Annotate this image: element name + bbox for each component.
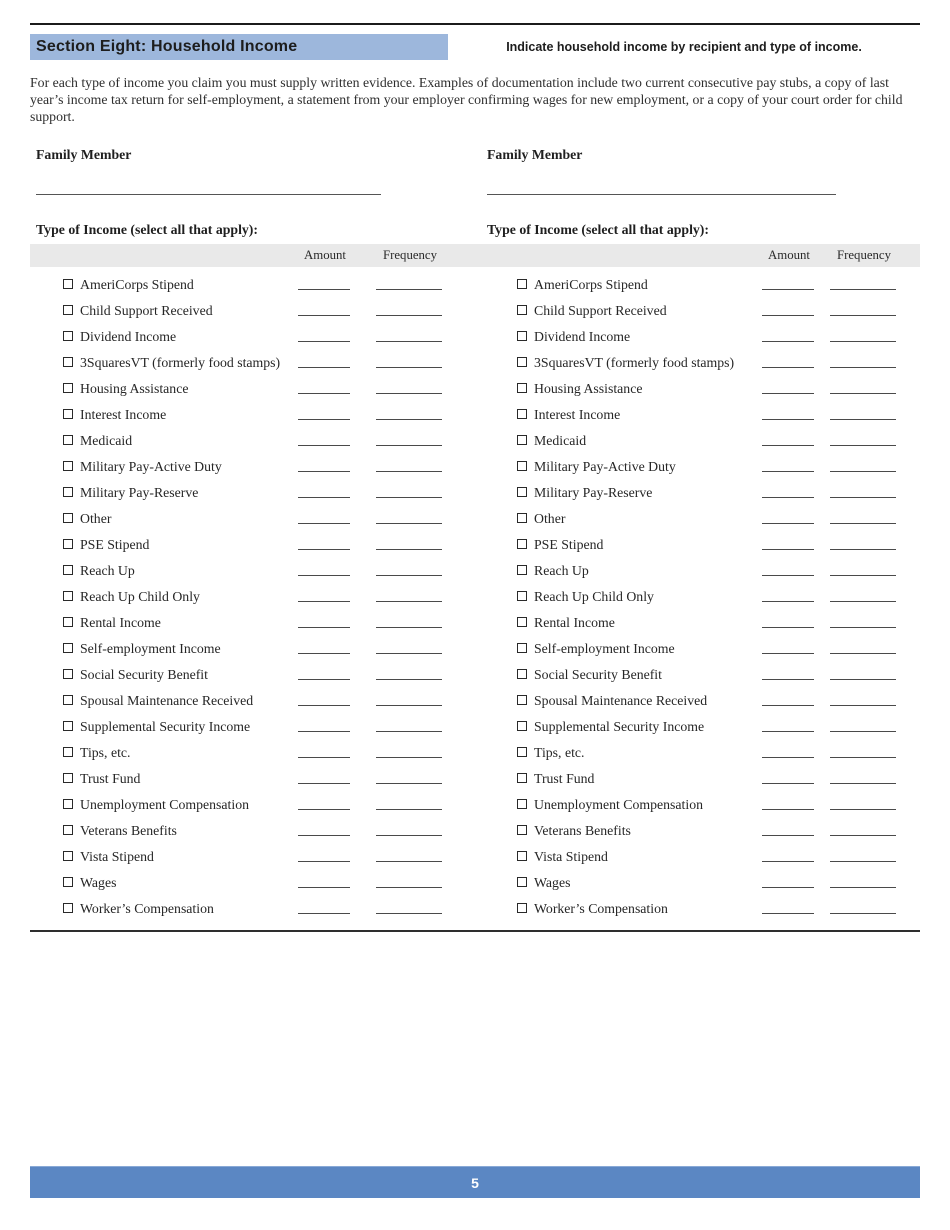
amount-line[interactable] bbox=[762, 276, 814, 290]
frequency-line[interactable] bbox=[830, 874, 896, 888]
amount-line[interactable] bbox=[298, 510, 350, 524]
income-row bbox=[30, 636, 475, 662]
income-label: Supplemental Security Income bbox=[534, 719, 705, 734]
income-checkbox[interactable] bbox=[63, 747, 73, 757]
frequency-line[interactable] bbox=[376, 640, 442, 654]
frequency-line[interactable] bbox=[376, 822, 442, 836]
frequency-line[interactable] bbox=[830, 796, 896, 810]
income-checkbox[interactable] bbox=[63, 695, 73, 705]
amount-line[interactable] bbox=[298, 900, 350, 914]
frequency-line[interactable] bbox=[376, 354, 442, 368]
frequency-line[interactable] bbox=[830, 354, 896, 368]
income-row bbox=[475, 896, 920, 922]
income-checkbox[interactable] bbox=[63, 799, 73, 809]
frequency-column-header: Frequency bbox=[836, 248, 891, 262]
income-checkbox[interactable] bbox=[517, 747, 527, 757]
income-label: Unemployment Compensation bbox=[534, 797, 703, 812]
income-label: Veterans Benefits bbox=[534, 823, 631, 838]
frequency-line[interactable] bbox=[830, 328, 896, 342]
amount-line[interactable] bbox=[762, 406, 814, 420]
frequency-line[interactable] bbox=[830, 614, 896, 628]
amount-line[interactable] bbox=[298, 354, 350, 368]
income-row bbox=[475, 584, 920, 610]
income-checkbox[interactable] bbox=[517, 357, 527, 367]
income-row bbox=[475, 792, 920, 818]
frequency-line[interactable] bbox=[830, 302, 896, 316]
income-row bbox=[475, 844, 920, 870]
section-header bbox=[30, 34, 920, 60]
income-checkbox[interactable] bbox=[517, 851, 527, 861]
income-row bbox=[30, 298, 475, 324]
frequency-line[interactable] bbox=[376, 770, 442, 784]
frequency-line[interactable] bbox=[830, 588, 896, 602]
income-label: Military Pay-Active Duty bbox=[80, 459, 222, 474]
income-checkbox[interactable] bbox=[517, 799, 527, 809]
income-label: Medicaid bbox=[80, 433, 133, 448]
income-checkbox[interactable] bbox=[517, 279, 527, 289]
table-header-left bbox=[30, 244, 475, 267]
income-label: Interest Income bbox=[534, 407, 621, 422]
income-row bbox=[30, 454, 475, 480]
income-row bbox=[30, 688, 475, 714]
income-checkbox[interactable] bbox=[63, 773, 73, 783]
frequency-line[interactable] bbox=[376, 276, 442, 290]
family-member-name-line[interactable] bbox=[36, 194, 381, 195]
income-checkbox[interactable] bbox=[63, 279, 73, 289]
income-label: Reach Up Child Only bbox=[80, 589, 200, 604]
amount-line[interactable] bbox=[298, 406, 350, 420]
income-label: Medicaid bbox=[534, 433, 587, 448]
amount-line[interactable] bbox=[298, 874, 350, 888]
income-checkbox[interactable] bbox=[517, 487, 527, 497]
income-row bbox=[30, 662, 475, 688]
amount-line[interactable] bbox=[762, 796, 814, 810]
income-label: Other bbox=[534, 511, 566, 526]
amount-line[interactable] bbox=[298, 718, 350, 732]
income-row bbox=[30, 532, 475, 558]
income-row bbox=[475, 610, 920, 636]
income-row bbox=[30, 792, 475, 818]
family-member-right bbox=[475, 147, 920, 195]
income-checkbox[interactable] bbox=[517, 721, 527, 731]
income-label: Interest Income bbox=[80, 407, 167, 422]
frequency-line[interactable] bbox=[376, 458, 442, 472]
income-row bbox=[475, 298, 920, 324]
income-checkbox[interactable] bbox=[63, 851, 73, 861]
amount-line[interactable] bbox=[762, 562, 814, 576]
income-row bbox=[30, 506, 475, 532]
amount-column-header: Amount bbox=[304, 248, 346, 262]
frequency-line[interactable] bbox=[376, 536, 442, 550]
frequency-line[interactable] bbox=[376, 510, 442, 524]
income-checkbox[interactable] bbox=[517, 565, 527, 575]
frequency-line[interactable] bbox=[830, 432, 896, 446]
top-rule bbox=[30, 23, 920, 25]
income-row bbox=[475, 740, 920, 766]
income-row bbox=[30, 272, 475, 298]
income-checkbox[interactable] bbox=[63, 539, 73, 549]
amount-line[interactable] bbox=[762, 692, 814, 706]
income-checkbox[interactable] bbox=[517, 461, 527, 471]
income-row bbox=[30, 818, 475, 844]
frequency-line[interactable] bbox=[830, 562, 896, 576]
family-member-name-line[interactable] bbox=[487, 194, 836, 195]
frequency-line[interactable] bbox=[376, 302, 442, 316]
frequency-line[interactable] bbox=[830, 666, 896, 680]
amount-line[interactable] bbox=[762, 848, 814, 862]
frequency-line[interactable] bbox=[376, 666, 442, 680]
income-row bbox=[475, 558, 920, 584]
income-row bbox=[475, 688, 920, 714]
amount-line[interactable] bbox=[762, 666, 814, 680]
income-label: Military Pay-Reserve bbox=[534, 485, 653, 500]
income-checkbox[interactable] bbox=[517, 409, 527, 419]
income-label: Rental Income bbox=[80, 615, 161, 630]
amount-line[interactable] bbox=[762, 744, 814, 758]
income-label: Reach Up bbox=[534, 563, 589, 578]
table-header-band bbox=[30, 244, 920, 267]
income-label: Rental Income bbox=[534, 615, 615, 630]
frequency-line[interactable] bbox=[376, 406, 442, 420]
frequency-line[interactable] bbox=[830, 692, 896, 706]
income-row bbox=[475, 870, 920, 896]
type-of-income-label: Type of Income (select all that apply): bbox=[36, 222, 258, 237]
income-checkbox[interactable] bbox=[517, 383, 527, 393]
income-checkbox[interactable] bbox=[63, 487, 73, 497]
income-row bbox=[30, 584, 475, 610]
amount-line[interactable] bbox=[762, 536, 814, 550]
frequency-line[interactable] bbox=[830, 484, 896, 498]
frequency-line[interactable] bbox=[830, 510, 896, 524]
frequency-line[interactable] bbox=[830, 276, 896, 290]
income-label: Military Pay-Reserve bbox=[80, 485, 199, 500]
income-checkbox[interactable] bbox=[517, 435, 527, 445]
income-checkbox[interactable] bbox=[63, 409, 73, 419]
income-row bbox=[475, 766, 920, 792]
income-row bbox=[475, 402, 920, 428]
income-row bbox=[475, 714, 920, 740]
amount-line[interactable] bbox=[762, 328, 814, 342]
income-label: Trust Fund bbox=[534, 771, 595, 786]
frequency-line[interactable] bbox=[830, 640, 896, 654]
frequency-line[interactable] bbox=[830, 718, 896, 732]
frequency-column-header: Frequency bbox=[382, 248, 437, 262]
type-of-income-right bbox=[475, 222, 920, 238]
income-row bbox=[30, 844, 475, 870]
income-checkbox[interactable] bbox=[517, 305, 527, 315]
income-row bbox=[30, 376, 475, 402]
income-checkbox[interactable] bbox=[63, 565, 73, 575]
frequency-line[interactable] bbox=[830, 458, 896, 472]
income-label: Self-employment Income bbox=[534, 641, 675, 656]
income-row bbox=[475, 532, 920, 558]
frequency-line[interactable] bbox=[830, 406, 896, 420]
amount-line[interactable] bbox=[762, 718, 814, 732]
income-label: Unemployment Compensation bbox=[80, 797, 249, 812]
income-row bbox=[475, 350, 920, 376]
income-label: Housing Assistance bbox=[534, 381, 643, 396]
income-checkbox[interactable] bbox=[517, 539, 527, 549]
income-row bbox=[30, 714, 475, 740]
intro-paragraph: For each type of income you claim you must supply written evidence. Examples of documentation include two current consecutive pay stubs, a copy of last year’s income tax return for self-employment, a statement from your employer confirming wages for new employment, or a copy of your court order for child support. bbox=[30, 75, 903, 124]
income-checkbox[interactable] bbox=[63, 331, 73, 341]
income-checkbox[interactable] bbox=[517, 825, 527, 835]
income-label: Child Support Received bbox=[534, 303, 667, 318]
income-checkbox[interactable] bbox=[63, 383, 73, 393]
income-label: Wages bbox=[534, 875, 571, 890]
bottom-rule bbox=[30, 930, 920, 932]
amount-line[interactable] bbox=[298, 536, 350, 550]
income-label: Military Pay-Active Duty bbox=[534, 459, 676, 474]
amount-line[interactable] bbox=[762, 432, 814, 446]
income-row bbox=[30, 740, 475, 766]
amount-line[interactable] bbox=[298, 822, 350, 836]
frequency-line[interactable] bbox=[376, 588, 442, 602]
income-label: Self-employment Income bbox=[80, 641, 221, 656]
income-checkbox[interactable] bbox=[63, 435, 73, 445]
amount-line[interactable] bbox=[298, 588, 350, 602]
frequency-line[interactable] bbox=[830, 900, 896, 914]
income-label: Reach Up bbox=[80, 563, 135, 578]
income-checkbox[interactable] bbox=[517, 591, 527, 601]
income-label: PSE Stipend bbox=[80, 537, 150, 552]
income-row bbox=[30, 350, 475, 376]
income-row bbox=[475, 662, 920, 688]
frequency-line[interactable] bbox=[376, 718, 442, 732]
income-row bbox=[475, 454, 920, 480]
income-label: Tips, etc. bbox=[534, 745, 585, 760]
income-checkbox[interactable] bbox=[517, 513, 527, 523]
amount-line[interactable] bbox=[298, 380, 350, 394]
table-header-right bbox=[475, 244, 920, 267]
amount-line[interactable] bbox=[298, 432, 350, 446]
income-row bbox=[475, 506, 920, 532]
frequency-line[interactable] bbox=[830, 848, 896, 862]
income-checkbox[interactable] bbox=[63, 903, 73, 913]
income-label: Vista Stipend bbox=[534, 849, 608, 864]
type-of-income-label: Type of Income (select all that apply): bbox=[487, 222, 709, 237]
income-row bbox=[30, 896, 475, 922]
income-label: Spousal Maintenance Received bbox=[534, 693, 708, 708]
income-row bbox=[475, 480, 920, 506]
income-checkbox[interactable] bbox=[63, 513, 73, 523]
income-checkbox[interactable] bbox=[63, 305, 73, 315]
income-checkbox[interactable] bbox=[63, 825, 73, 835]
income-label: Spousal Maintenance Received bbox=[80, 693, 254, 708]
income-label: PSE Stipend bbox=[534, 537, 604, 552]
income-row bbox=[30, 324, 475, 350]
income-checkbox[interactable] bbox=[517, 669, 527, 679]
amount-line[interactable] bbox=[298, 666, 350, 680]
income-label: Worker’s Compensation bbox=[80, 901, 214, 916]
amount-line[interactable] bbox=[762, 640, 814, 654]
amount-line[interactable] bbox=[298, 848, 350, 862]
income-checkbox[interactable] bbox=[63, 721, 73, 731]
income-label: AmeriCorps Stipend bbox=[80, 277, 194, 292]
family-member-left bbox=[30, 147, 475, 195]
amount-line[interactable] bbox=[762, 588, 814, 602]
income-row bbox=[30, 610, 475, 636]
amount-line[interactable] bbox=[762, 380, 814, 394]
income-label: Social Security Benefit bbox=[80, 667, 208, 682]
amount-line[interactable] bbox=[298, 562, 350, 576]
income-checkbox[interactable] bbox=[63, 643, 73, 653]
income-row bbox=[30, 870, 475, 896]
amount-line[interactable] bbox=[298, 770, 350, 784]
income-checkbox[interactable] bbox=[63, 461, 73, 471]
income-row bbox=[30, 480, 475, 506]
amount-line[interactable] bbox=[298, 276, 350, 290]
income-row bbox=[475, 376, 920, 402]
type-of-income-left bbox=[30, 222, 475, 238]
income-label: Social Security Benefit bbox=[534, 667, 662, 682]
income-checkbox[interactable] bbox=[517, 695, 527, 705]
amount-line[interactable] bbox=[298, 458, 350, 472]
income-label: Veterans Benefits bbox=[80, 823, 177, 838]
amount-line[interactable] bbox=[298, 302, 350, 316]
amount-line[interactable] bbox=[298, 692, 350, 706]
frequency-line[interactable] bbox=[830, 380, 896, 394]
income-checkbox[interactable] bbox=[517, 617, 527, 627]
income-label: 3SquaresVT (formerly food stamps) bbox=[80, 355, 281, 370]
amount-line[interactable] bbox=[762, 874, 814, 888]
amount-line[interactable] bbox=[298, 484, 350, 498]
frequency-line[interactable] bbox=[376, 328, 442, 342]
amount-line[interactable] bbox=[762, 822, 814, 836]
income-label: Other bbox=[80, 511, 112, 526]
frequency-line[interactable] bbox=[376, 614, 442, 628]
income-rows-right bbox=[475, 272, 920, 922]
frequency-line[interactable] bbox=[830, 536, 896, 550]
income-row bbox=[30, 766, 475, 792]
amount-line[interactable] bbox=[762, 510, 814, 524]
income-checkbox[interactable] bbox=[517, 903, 527, 913]
income-checkbox[interactable] bbox=[517, 643, 527, 653]
income-label: Wages bbox=[80, 875, 117, 890]
income-checkbox[interactable] bbox=[63, 617, 73, 627]
frequency-line[interactable] bbox=[376, 562, 442, 576]
income-label: Dividend Income bbox=[80, 329, 177, 344]
frequency-line[interactable] bbox=[376, 692, 442, 706]
income-rows-left bbox=[30, 272, 475, 922]
income-checkbox[interactable] bbox=[517, 773, 527, 783]
income-label: 3SquaresVT (formerly food stamps) bbox=[534, 355, 735, 370]
frequency-line[interactable] bbox=[376, 900, 442, 914]
frequency-line[interactable] bbox=[376, 848, 442, 862]
income-label: Worker’s Compensation bbox=[534, 901, 668, 916]
amount-line[interactable] bbox=[762, 770, 814, 784]
amount-line[interactable] bbox=[298, 614, 350, 628]
income-label: Housing Assistance bbox=[80, 381, 189, 396]
amount-line[interactable] bbox=[298, 640, 350, 654]
income-checkbox[interactable] bbox=[63, 591, 73, 601]
amount-line[interactable] bbox=[298, 328, 350, 342]
amount-line[interactable] bbox=[762, 354, 814, 368]
income-checkbox[interactable] bbox=[517, 877, 527, 887]
income-row bbox=[475, 272, 920, 298]
frequency-line[interactable] bbox=[376, 796, 442, 810]
page-number: 5 bbox=[471, 1174, 479, 1191]
income-row bbox=[30, 402, 475, 428]
income-label: Supplemental Security Income bbox=[80, 719, 251, 734]
income-label: Vista Stipend bbox=[80, 849, 154, 864]
amount-line[interactable] bbox=[762, 484, 814, 498]
income-row bbox=[30, 428, 475, 454]
income-row bbox=[30, 558, 475, 584]
income-label: AmeriCorps Stipend bbox=[534, 277, 648, 292]
income-label: Trust Fund bbox=[80, 771, 141, 786]
amount-column-header: Amount bbox=[768, 248, 810, 262]
income-table bbox=[30, 272, 920, 922]
income-checkbox[interactable] bbox=[63, 877, 73, 887]
amount-line[interactable] bbox=[762, 302, 814, 316]
section-title: Section Eight: Household Income bbox=[30, 34, 448, 60]
frequency-line[interactable] bbox=[376, 380, 442, 394]
amount-line[interactable] bbox=[762, 900, 814, 914]
section-note: Indicate household income by recipient and type of income. bbox=[506, 40, 862, 54]
amount-line[interactable] bbox=[762, 458, 814, 472]
frequency-line[interactable] bbox=[376, 484, 442, 498]
frequency-line[interactable] bbox=[376, 874, 442, 888]
income-checkbox[interactable] bbox=[63, 357, 73, 367]
frequency-line[interactable] bbox=[830, 822, 896, 836]
frequency-line[interactable] bbox=[830, 770, 896, 784]
income-row bbox=[475, 428, 920, 454]
frequency-line[interactable] bbox=[376, 744, 442, 758]
frequency-line[interactable] bbox=[376, 432, 442, 446]
family-member-section bbox=[30, 147, 920, 195]
income-row bbox=[475, 818, 920, 844]
income-label: Reach Up Child Only bbox=[534, 589, 654, 604]
income-row bbox=[475, 636, 920, 662]
amount-line[interactable] bbox=[298, 796, 350, 810]
income-label: Child Support Received bbox=[80, 303, 213, 318]
amount-line[interactable] bbox=[298, 744, 350, 758]
footer-bar bbox=[30, 1166, 920, 1198]
income-label: Dividend Income bbox=[534, 329, 631, 344]
income-checkbox[interactable] bbox=[517, 331, 527, 341]
amount-line[interactable] bbox=[762, 614, 814, 628]
income-row bbox=[475, 324, 920, 350]
family-member-label: Family Member bbox=[36, 147, 132, 162]
frequency-line[interactable] bbox=[830, 744, 896, 758]
income-label: Tips, etc. bbox=[80, 745, 131, 760]
type-of-income-section bbox=[30, 222, 920, 238]
family-member-label: Family Member bbox=[487, 147, 583, 162]
income-checkbox[interactable] bbox=[63, 669, 73, 679]
